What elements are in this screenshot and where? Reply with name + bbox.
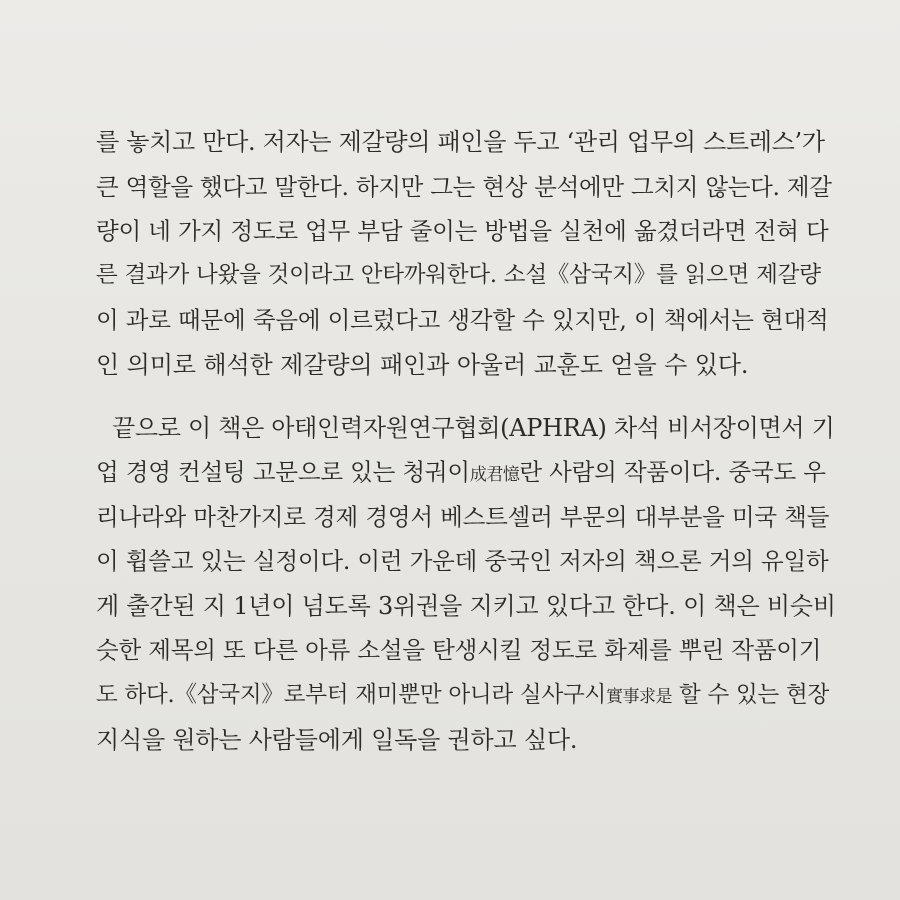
text-line: 지식을 원하는 사람들에게 일독을 권하고 싶다. [96, 726, 578, 754]
text-line: 리나라와 마찬가지로 경제 경영서 베스트셀러 부문의 대부분을 미국 책들 [96, 503, 830, 531]
text-line: 를 놓치고 만다. 저자는 제갈량의 패인을 두고 ‘관리 업무의 스트레스’가 [96, 128, 825, 156]
text-line: 업 경영 컨설팅 고문으로 있는 청궈이成君憶란 사람의 작품이다. 중국도 우 [96, 458, 826, 486]
hanja-annotation: 成君憶 [469, 465, 520, 485]
text-line: 이 과로 때문에 죽음에 이르렀다고 생각할 수 있지만, 이 책에서는 현대적 [96, 306, 829, 334]
text-line: 도 하다.《삼국지》로부터 재미뿐만 아니라 실사구시實事求是 할 수 있는 현장 [96, 682, 830, 708]
text-line: 량이 네 가지 정도로 업무 부담 줄이는 방법을 실천에 옮겼더라면 전혀 다 [96, 217, 829, 245]
text-line: 끝으로 이 책은 아태인력자원연구협회(APHRA) 차석 비서장이면서 기 [112, 414, 835, 442]
text-line: 큰 역할을 했다고 말한다. 하지만 그는 현상 분석에만 그치지 않는다. 제갈 [96, 173, 832, 201]
text-line: 슷한 제목의 또 다른 아류 소설을 탄생시킬 정도로 화제를 뿌린 작품이기 [96, 636, 822, 664]
text-line: 른 결과가 나왔을 것이라고 안타까워한다. 소설《삼국지》를 읽으면 제갈량 [96, 262, 821, 288]
hanja-annotation: 實事求是 [606, 687, 673, 707]
text-line: 게 출간된 지 1년이 넘도록 3위권을 지키고 있다고 한다. 이 책은 비슷비 [96, 592, 836, 620]
text-line: 이 휩쓸고 있는 실정이다. 이런 가운데 중국인 저자의 책으론 거의 유일하 [96, 547, 829, 575]
text-line: 인 의미로 해석한 제갈량의 패인과 아울러 교훈도 얻을 수 있다. [96, 351, 749, 379]
